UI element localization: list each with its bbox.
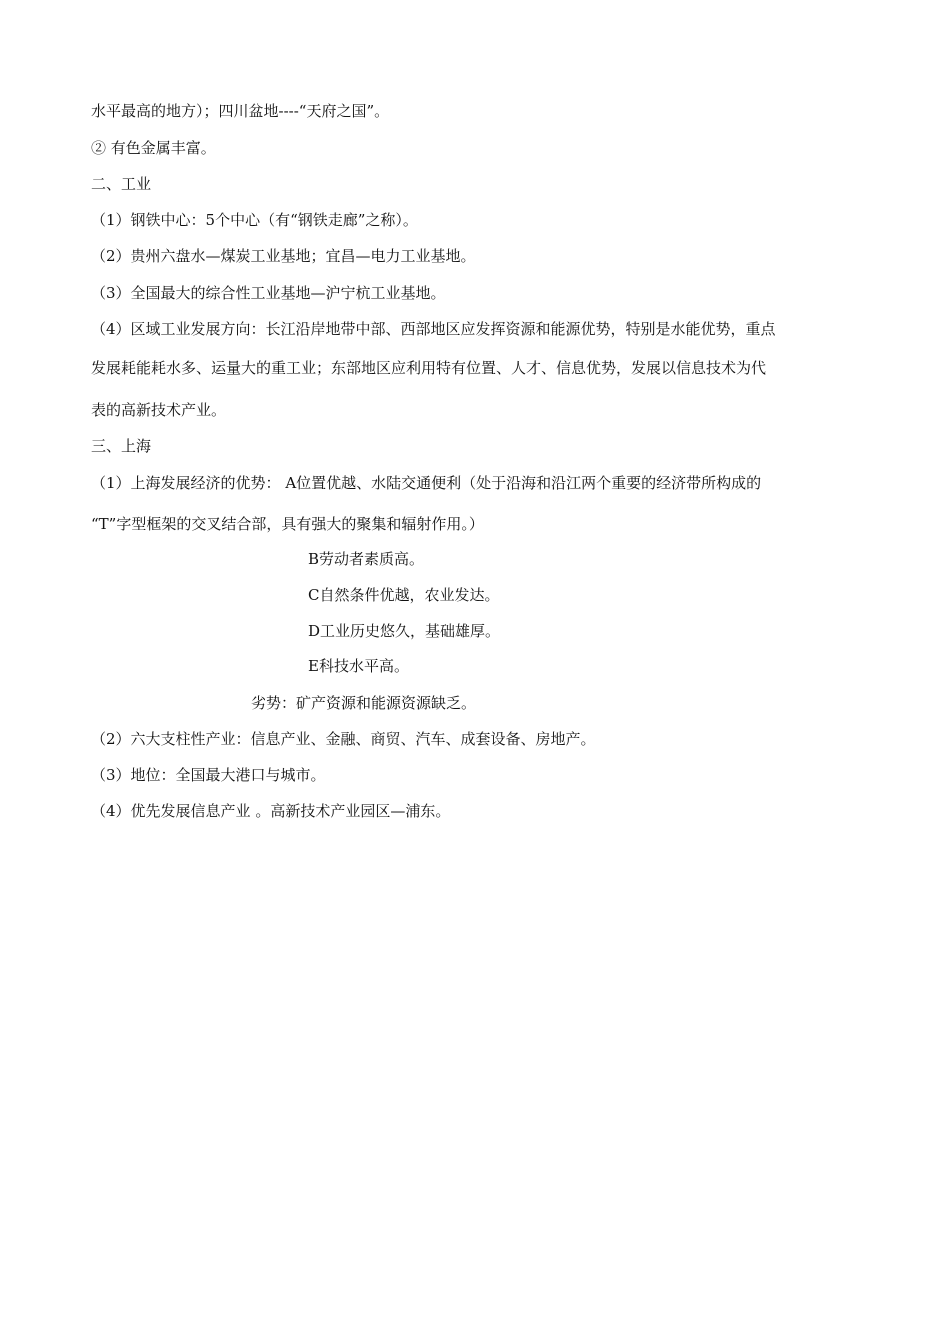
shanghai-item-4: （4）优先发展信息产业 。高新技术产业园区—浦东。 [91, 802, 451, 820]
industry-heading: 二、工业 [91, 175, 152, 193]
industry-item-2: （2）贵州六盘水—煤炭工业基地；宜昌—电力工业基地。 [91, 247, 476, 265]
shanghai-advantage-line-2: “T”字型框架的交叉结合部，具有强大的聚集和辐射作用。） [91, 515, 484, 533]
industry-item-4-line-1: （4）区域工业发展方向：长江沿岸地带中部、西部地区应发挥资源和能源优势，特别是水能优势，重点 [91, 320, 776, 338]
shanghai-advantage-c: C自然条件优越，农业发达。 [308, 586, 500, 604]
industry-item-4-line-3: 表的高新技术产业。 [91, 401, 227, 419]
metals-line: ② 有色金属丰富。 [91, 139, 216, 157]
industry-item-3: （3）全国最大的综合性工业基地—沪宁杭工业基地。 [91, 284, 446, 302]
industry-item-1: （1）钢铁中心：5个中心（有“钢铁走廊”之称）。 [91, 211, 418, 229]
agri-continued-line: 水平最高的地方）；四川盆地----“天府之国”。 [91, 102, 390, 120]
shanghai-advantage-e: E科技水平高。 [308, 657, 409, 675]
industry-item-4-line-2: 发展耗能耗水多、运量大的重工业；东部地区应利用特有位置、人才、信息优势，发展以信息技术为代 [91, 359, 767, 377]
shanghai-disadvantage: 劣势：矿产资源和能源资源缺乏。 [251, 694, 477, 712]
shanghai-heading: 三、上海 [91, 437, 152, 455]
shanghai-item-3: （3）地位：全国最大港口与城市。 [91, 766, 326, 784]
shanghai-advantage-line-1: （1）上海发展经济的优势： A位置优越、水陆交通便利（处于沿海和沿江两个重要的经济带所构成的 [91, 474, 762, 492]
shanghai-advantage-d: D工业历史悠久，基础雄厚。 [308, 622, 501, 640]
shanghai-item-2: （2）六大支柱性产业：信息产业、金融、商贸、汽车、成套设备、房地产。 [91, 730, 596, 748]
shanghai-advantage-b: B劳动者素质高。 [308, 550, 425, 568]
